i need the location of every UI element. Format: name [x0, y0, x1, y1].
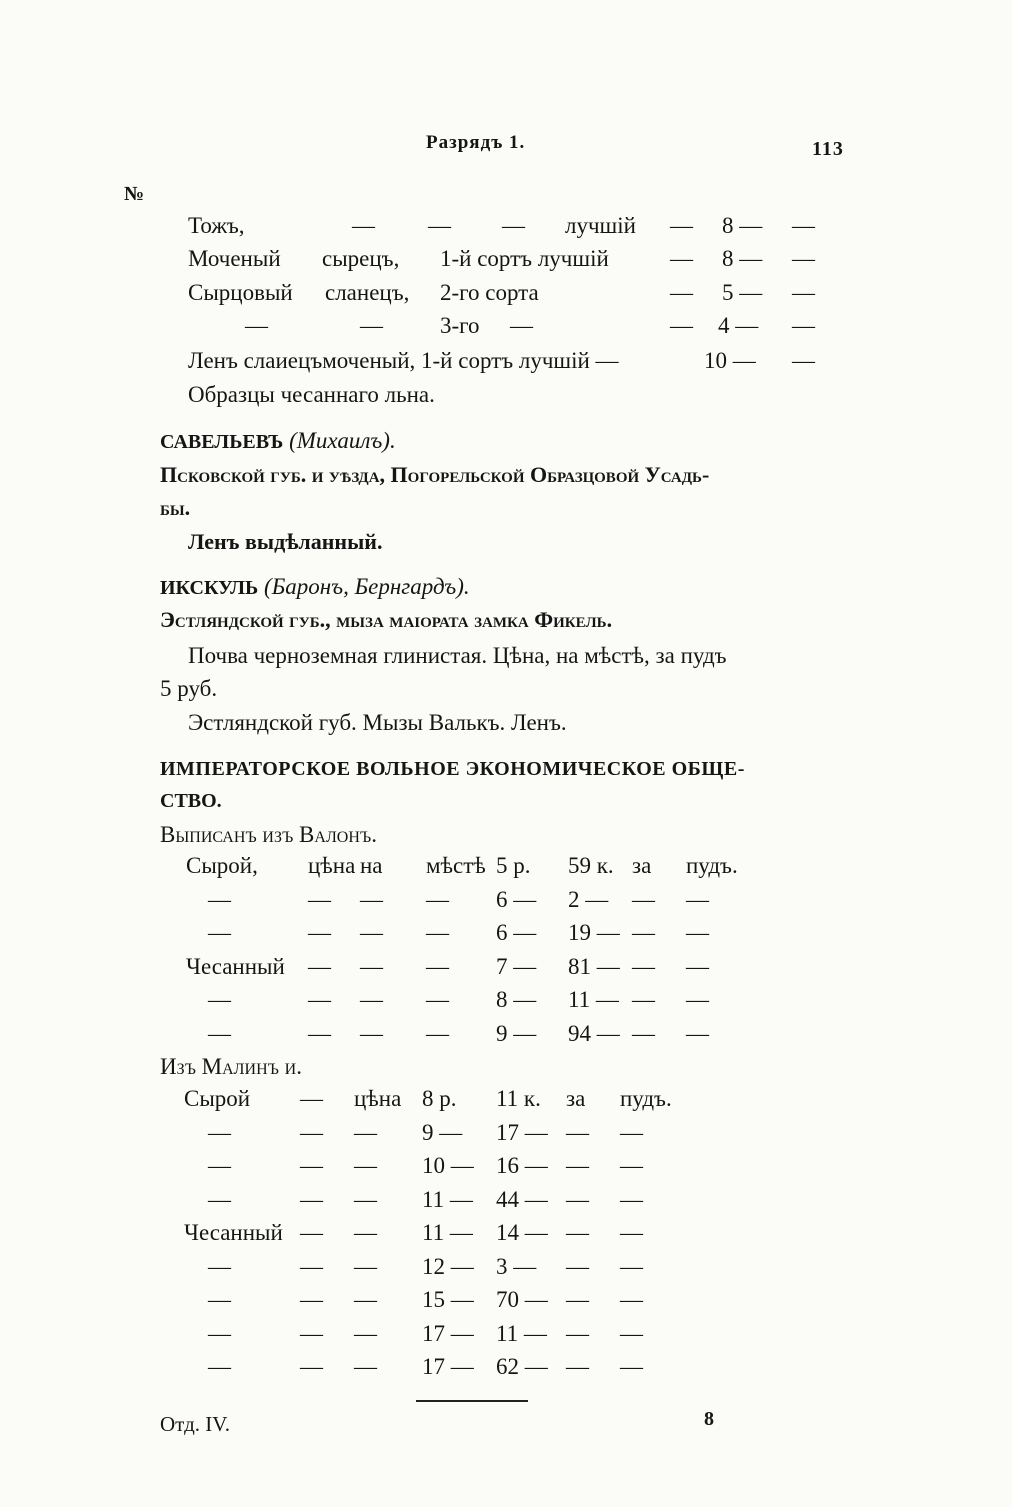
table-cell: — — [208, 1153, 231, 1178]
table-cell: — — [686, 920, 709, 945]
table-cell: 94 — — [568, 1020, 620, 1046]
table-cell: — — [620, 1186, 643, 1212]
table-cell: 9 — — [422, 1119, 463, 1145]
ikskul-name: ИКСКУЛЬ — [160, 577, 259, 599]
table-cell: — — [354, 1320, 377, 1346]
ikskul-entry — [160, 574, 470, 600]
cell: 4 — — [718, 313, 759, 338]
table-cell: — — [354, 1119, 377, 1145]
table-row — [0, 1120, 1012, 1154]
table-cell: — — [308, 920, 331, 945]
table-cell: — — [360, 920, 383, 945]
saveliev-given: (Михаилъ). — [289, 428, 396, 453]
cell: сланецъ, — [325, 280, 410, 305]
table-cell: — — [566, 1320, 589, 1346]
ikskul-address: Эстляндской губ., мыза маіората замка Фикель. — [160, 607, 613, 632]
table-cell: 7 — — [496, 953, 537, 979]
table-cell: 11 к. — [496, 1086, 541, 1111]
table-cell: 19 — — [568, 920, 620, 945]
table-cell: — — [620, 1153, 643, 1178]
table-cell: — — [426, 886, 449, 912]
cell: — — [792, 313, 815, 338]
table-cell: — — [632, 1020, 655, 1046]
table-cell: 11 — — [422, 1220, 473, 1245]
closing-rule — [416, 1400, 528, 1402]
table-cell: — — [620, 1253, 643, 1279]
table-cell: — — [208, 1287, 231, 1312]
cell: 3-го — [440, 313, 480, 338]
table-cell: за — [566, 1086, 586, 1111]
table-cell: — — [620, 1119, 643, 1145]
table-cell: мѣстѣ — [426, 853, 486, 878]
table-cell: — — [354, 1354, 377, 1379]
table-cell: Чесанный — [184, 1220, 283, 1245]
table-cell: 5 р. — [496, 853, 531, 878]
table-row — [0, 1354, 1012, 1388]
flax-row-3 — [0, 280, 1012, 314]
ikskul-soil-2: 5 руб. — [160, 676, 218, 701]
table-cell: 44 — — [496, 1186, 548, 1212]
table-cell: 10 — — [422, 1153, 474, 1178]
table-cell: 17 — — [496, 1119, 548, 1145]
society-name-1: ИМПЕРАТОРСКОЕ ВОЛЬНОЕ ЭКОНОМИЧЕСКОЕ ОБЩЕ- — [160, 758, 745, 780]
saveliev-address-1: Псковской губ. и уѣзда, Погорельской Образцовой Усадь- — [160, 462, 710, 487]
table-cell: 8 р. — [422, 1086, 457, 1111]
table-cell: — — [632, 987, 655, 1012]
cell: — — [792, 213, 815, 238]
cell: сырецъ, — [322, 246, 400, 271]
table-cell: Сырой — [184, 1086, 251, 1111]
table-cell: — — [208, 1119, 231, 1145]
saveliev-address-2: бы. — [160, 495, 191, 520]
footer-section: Отд. IV. — [160, 1412, 230, 1436]
table-cell: — — [308, 886, 331, 912]
table-cell: 15 — — [422, 1287, 474, 1312]
table-cell: — — [566, 1186, 589, 1212]
table-cell: — — [208, 1186, 231, 1212]
table-cell: — — [620, 1354, 643, 1379]
table-cell: — — [208, 1253, 231, 1279]
table-cell: 62 — — [496, 1354, 548, 1379]
table-cell: — — [354, 1153, 377, 1178]
table-row — [0, 987, 1012, 1021]
table-cell: 70 — — [496, 1287, 548, 1312]
table-cell: за — [632, 853, 652, 878]
table-row — [0, 1321, 1012, 1355]
number-mark: № — [124, 183, 145, 205]
flax-row-2 — [0, 246, 1012, 280]
society-name-2: СТВО. — [160, 790, 222, 812]
flax-row-1 — [0, 213, 1012, 247]
table-cell: — — [632, 920, 655, 945]
table-cell: 12 — — [422, 1253, 474, 1279]
table-row — [0, 853, 1012, 887]
table-cell: 6 — — [496, 886, 537, 912]
cell: — — [245, 313, 268, 338]
table-cell: — — [208, 1320, 231, 1346]
table-cell: — — [300, 1253, 323, 1279]
cell: — — [670, 280, 693, 305]
table-cell: — — [354, 1186, 377, 1212]
cell: 5 — — [722, 280, 763, 305]
saveliev-entry — [160, 428, 396, 454]
table-cell: — — [208, 987, 231, 1012]
table-cell: 14 — — [496, 1220, 548, 1245]
signature-mark: 8 — [704, 1408, 714, 1430]
table-cell: — — [208, 1354, 231, 1379]
table-cell: цѣна — [354, 1086, 402, 1111]
cell: 8 — — [722, 246, 763, 271]
table-cell: — — [360, 987, 383, 1012]
table-cell: — — [300, 1287, 323, 1312]
cell: Моченый — [188, 246, 281, 271]
table-row — [0, 1220, 1012, 1254]
table-row — [0, 887, 1012, 921]
table-cell: — — [686, 987, 709, 1012]
table-cell: — — [300, 1086, 323, 1111]
table-row — [0, 1153, 1012, 1187]
table-cell: Сырой, — [186, 853, 258, 878]
table-row — [0, 1021, 1012, 1055]
table-cell: — — [360, 1020, 383, 1046]
table-cell: 2 — — [568, 886, 609, 912]
table-cell: — — [426, 987, 449, 1012]
walloon-heading: Выписанъ изъ Валонъ. — [160, 822, 377, 847]
table-row — [0, 1086, 1012, 1120]
table-cell: цѣна — [308, 853, 356, 878]
table-row — [0, 1254, 1012, 1288]
table-cell: — — [354, 1253, 377, 1279]
cell: Сырцовый — [188, 280, 293, 305]
table-cell: — — [360, 886, 383, 912]
ikskul-estland: Эстляндской губ. Мызы Валькъ. Ленъ. — [188, 710, 567, 735]
table-cell: — — [354, 1220, 377, 1245]
flax-row-5 — [0, 348, 1012, 382]
table-cell: 3 — — [496, 1253, 537, 1279]
saveliev-item: Ленъ выдѣланный. — [188, 529, 383, 554]
table-cell: 11 — — [422, 1186, 473, 1212]
cell: — — [670, 313, 693, 338]
cell: — — [360, 313, 383, 338]
table-cell: — — [300, 1153, 323, 1178]
table-cell: — — [300, 1220, 323, 1245]
table-cell: — — [300, 1186, 323, 1212]
cell: Ленъ слаиецъмоченый, 1-й сортъ лучшій — — [188, 348, 619, 373]
table-cell: 11 — — [568, 987, 619, 1012]
table-row — [0, 954, 1012, 988]
table-cell: 17 — — [422, 1354, 474, 1379]
table-cell: 81 — — [568, 953, 620, 979]
table-cell: — — [354, 1287, 377, 1312]
table-cell: — — [686, 953, 709, 979]
page-number: 113 — [812, 138, 844, 160]
table-cell: — — [632, 953, 655, 979]
table-cell: — — [300, 1320, 323, 1346]
table-cell: — — [308, 987, 331, 1012]
table-cell: — — [300, 1119, 323, 1145]
table-cell: — — [426, 1020, 449, 1046]
table-cell: — — [208, 1020, 231, 1046]
table-cell: — — [300, 1354, 323, 1379]
malines-heading: Изъ Малинъ и. — [160, 1054, 302, 1079]
table-cell: 16 — — [496, 1153, 548, 1178]
flax-samples: Образцы чесаннаго льна. — [188, 382, 435, 407]
cell: — — [670, 213, 693, 238]
cell: — — [792, 280, 815, 305]
table-cell: — — [208, 920, 231, 945]
cell: 1-й сортъ лучшій — [440, 246, 609, 271]
flax-row-4 — [0, 313, 1012, 347]
cell: — — [670, 246, 693, 271]
cell: лучшій — [565, 213, 636, 238]
table-cell: — — [566, 1119, 589, 1145]
table-cell: пудъ. — [620, 1086, 672, 1111]
table-row — [0, 1287, 1012, 1321]
cell: — — [792, 348, 815, 373]
table-cell: Чесанный — [186, 953, 285, 979]
ikskul-given: (Баронъ, Бернгардъ). — [264, 574, 470, 599]
table-cell: — — [426, 920, 449, 945]
table-cell: 59 к. — [568, 853, 614, 878]
cell: — — [502, 213, 525, 238]
table-cell: — — [566, 1220, 589, 1245]
cell: 10 — — [704, 348, 756, 373]
table-cell: 8 — — [496, 987, 537, 1012]
cell: 2-го сорта — [440, 280, 539, 305]
saveliev-name: САВЕЛЬЕВЪ — [160, 431, 284, 453]
table-cell: 11 — — [496, 1320, 547, 1346]
cell: — — [428, 213, 451, 238]
cell: — — [510, 313, 533, 338]
running-head: Разрядъ 1. — [426, 132, 526, 153]
table-row — [0, 920, 1012, 954]
table-cell: на — [360, 853, 383, 878]
table-cell: — — [632, 886, 655, 912]
cell: — — [352, 213, 375, 238]
table-cell: — — [208, 886, 231, 912]
table-cell: 9 — — [496, 1020, 537, 1046]
table-cell: — — [308, 953, 331, 979]
table-cell: — — [566, 1287, 589, 1312]
table-cell: — — [566, 1354, 589, 1379]
table-cell: 6 — — [496, 920, 537, 945]
table-cell: — — [686, 886, 709, 912]
table-cell: — — [620, 1220, 643, 1245]
table-cell: — — [620, 1287, 643, 1312]
table-cell: — — [686, 1020, 709, 1046]
table-cell: — — [308, 1020, 331, 1046]
ikskul-soil-1: Почва черноземная глинистая. Цѣна, на мѣстѣ, за пудъ — [188, 643, 727, 668]
table-row — [0, 1187, 1012, 1221]
cell: Тожъ, — [188, 213, 245, 238]
table-cell: 17 — — [422, 1320, 474, 1346]
cell: 8 — — [722, 213, 763, 238]
cell: — — [792, 246, 815, 271]
table-cell: пудъ. — [686, 853, 738, 878]
table-cell: — — [426, 953, 449, 979]
table-cell: — — [566, 1153, 589, 1178]
table-cell: — — [620, 1320, 643, 1346]
table-cell: — — [566, 1253, 589, 1279]
table-cell: — — [360, 953, 383, 979]
